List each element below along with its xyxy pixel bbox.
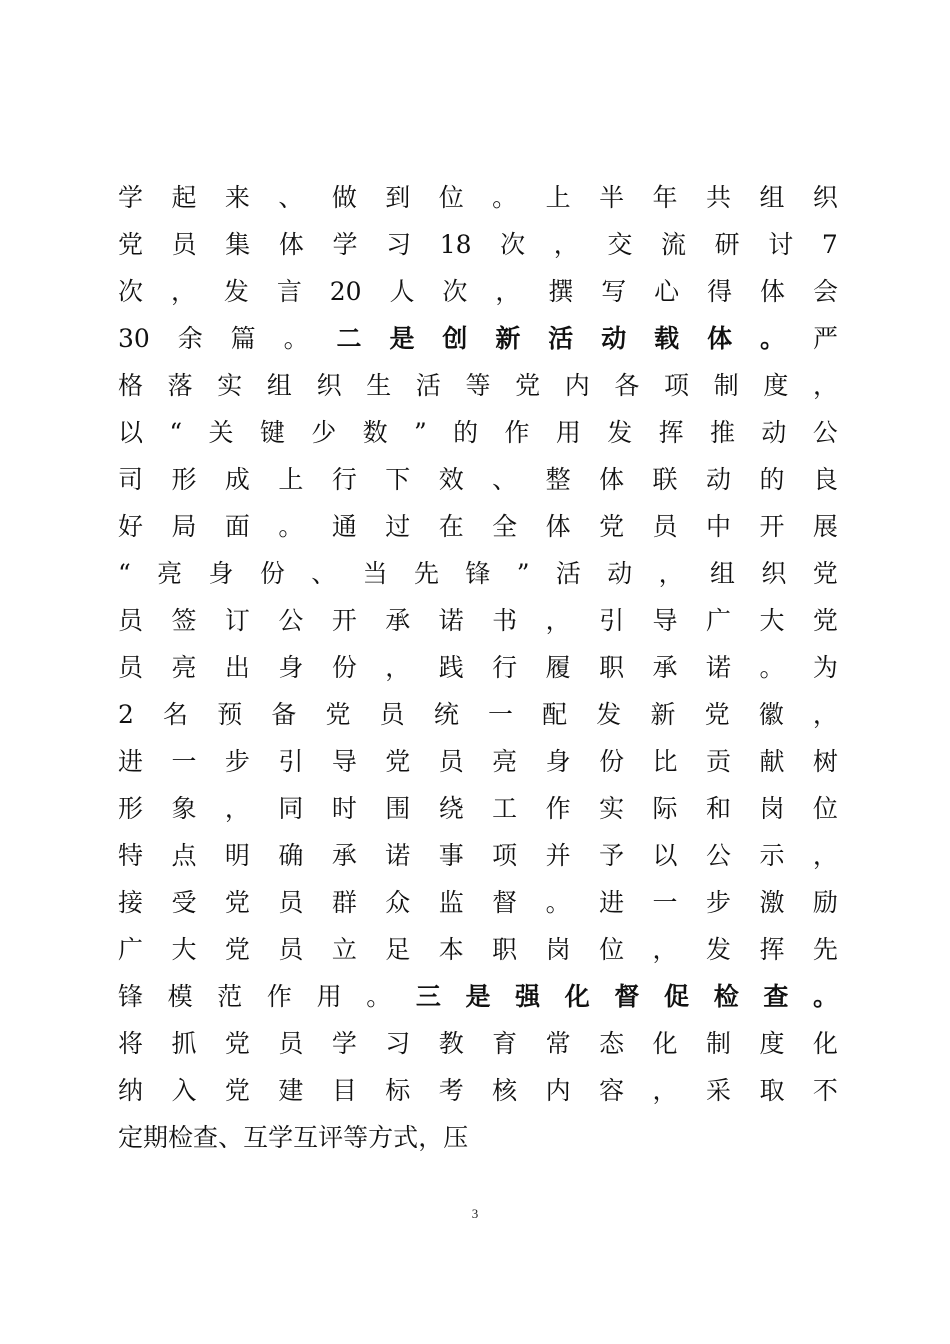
text-line: 以 “ 关 键 少 数 ” 的 作 用 发 挥 推 动 公 bbox=[118, 418, 838, 447]
text-line: 学 起 来 、 做 到 位 。 上 半 年 共 组 织 bbox=[118, 183, 838, 212]
body-text bbox=[118, 174, 838, 1161]
text-line: 次 ， 发 言 20 人 次 ， 撰 写 心 得 体 会 bbox=[118, 277, 838, 306]
text-line: 进 一 步 引 导 党 员 亮 身 份 比 贡 献 树 bbox=[118, 747, 838, 776]
text-line: 将 抓 党 员 学 习 教 育 常 态 化 制 度 化 bbox=[118, 1029, 838, 1058]
text-line: 30 余 篇 。 二 是 创 新 活 动 载 体 。 严 bbox=[118, 324, 838, 353]
text-line: 格 落 实 组 织 生 活 等 党 内 各 项 制 度 ， bbox=[118, 371, 838, 400]
text-line: 好 局 面 。 通 过 在 全 体 党 员 中 开 展 bbox=[118, 512, 838, 541]
page-number: 3 bbox=[471, 1206, 479, 1221]
text-line: 接 受 党 员 群 众 监 督 。 进 一 步 激 励 bbox=[118, 888, 838, 917]
text-line: 司 形 成 上 行 下 效 、 整 体 联 动 的 良 bbox=[118, 465, 838, 494]
text-line: 员 亮 出 身 份 ， 践 行 履 职 承 诺 。 为 bbox=[118, 653, 838, 682]
text-line: 纳 入 党 建 目 标 考 核 内 容 ， 采 取 不 bbox=[118, 1076, 838, 1105]
text-line: 特 点 明 确 承 诺 事 项 并 予 以 公 示 ， bbox=[118, 841, 838, 870]
text-line: 2 名 预 备 党 员 统 一 配 发 新 党 徽 ， bbox=[118, 700, 838, 729]
text-line: 广 大 党 员 立 足 本 职 岗 位 ， 发 挥 先 bbox=[118, 935, 838, 964]
text-line: 员 签 订 公 开 承 诺 书 ， 引 导 广 大 党 bbox=[118, 606, 838, 635]
text-line: 形 象 ， 同 时 围 绕 工 作 实 际 和 岗 位 bbox=[118, 794, 838, 823]
text-line: “ 亮 身 份 、 当 先 锋 ” 活 动 ， 组 织 党 bbox=[118, 559, 838, 588]
text-line: 定 期 检 查 、 互 学 互 评 等 方 式 ， 压 bbox=[118, 1123, 469, 1152]
text-line: 党 员 集 体 学 习 18 次 ， 交 流 研 讨 7 bbox=[118, 230, 838, 259]
text-line: 锋 模 范 作 用 。 三 是 强 化 督 促 检 查 。 bbox=[118, 982, 838, 1011]
